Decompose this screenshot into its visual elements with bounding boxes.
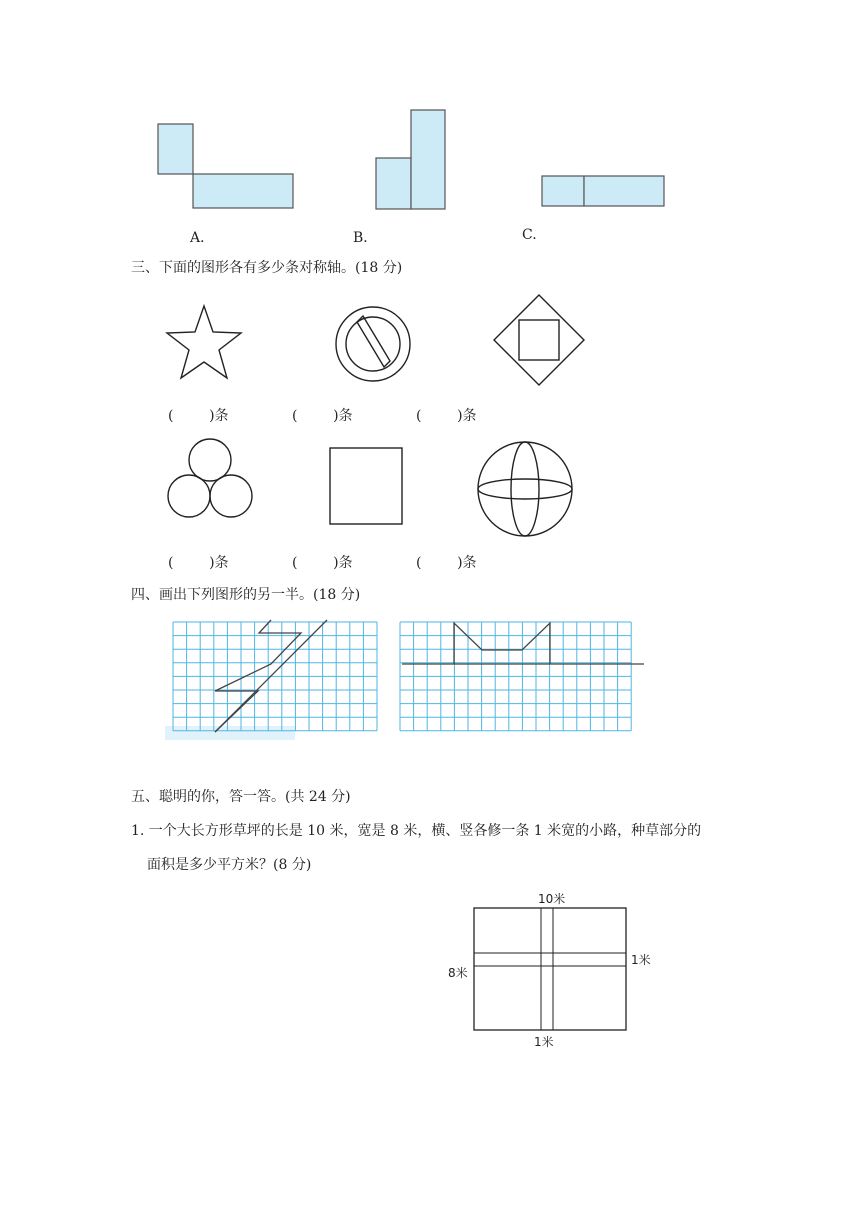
label-road-1m-right: 1米	[631, 953, 651, 967]
label-road-1m-bottom: 1米	[534, 1035, 554, 1049]
square-figure	[325, 443, 410, 528]
lawn-diagram	[445, 888, 665, 1053]
option-a-figure	[150, 118, 300, 213]
answer-blank-5[interactable]: ( )条	[292, 555, 353, 571]
option-b-figure	[370, 105, 450, 215]
no-entry-sign-figure	[330, 300, 420, 390]
right-drawing-grid[interactable]	[397, 614, 647, 744]
answer-blank-6[interactable]: ( )条	[416, 555, 477, 571]
section5-title: 五、聪明的你，答一答。(共 24 分)	[131, 789, 351, 805]
label-length-10m: 10米	[538, 892, 566, 906]
option-c-label: C.	[522, 227, 537, 243]
diamond-square-figure	[490, 290, 590, 390]
sphere-figure	[475, 440, 585, 540]
label-width-8m: 8米	[448, 966, 468, 980]
answer-blank-1[interactable]: ( )条	[168, 408, 229, 424]
section4-title: 四、画出下列图形的另一半。(18 分)	[131, 587, 361, 603]
answer-blank-3[interactable]: ( )条	[416, 408, 477, 424]
answer-blank-2[interactable]: ( )条	[292, 408, 353, 424]
question1-line2: 面积是多少平方米？(8 分)	[147, 857, 312, 873]
three-circles-figure	[160, 430, 260, 530]
question1-line1: 1. 一个大长方形草坪的长是 10 米，宽是 8 米，横、竖各修一条 1 米宽的小路，种草部分的	[131, 823, 702, 839]
section3-title: 三、下面的图形各有多少条对称轴。(18 分)	[131, 260, 403, 276]
answer-blank-4[interactable]: ( )条	[168, 555, 229, 571]
option-a-label: A．	[190, 230, 215, 246]
option-b-label: B．	[353, 230, 378, 246]
option-c-figure	[535, 170, 670, 210]
left-drawing-grid[interactable]	[165, 614, 390, 744]
star-figure	[160, 300, 250, 390]
